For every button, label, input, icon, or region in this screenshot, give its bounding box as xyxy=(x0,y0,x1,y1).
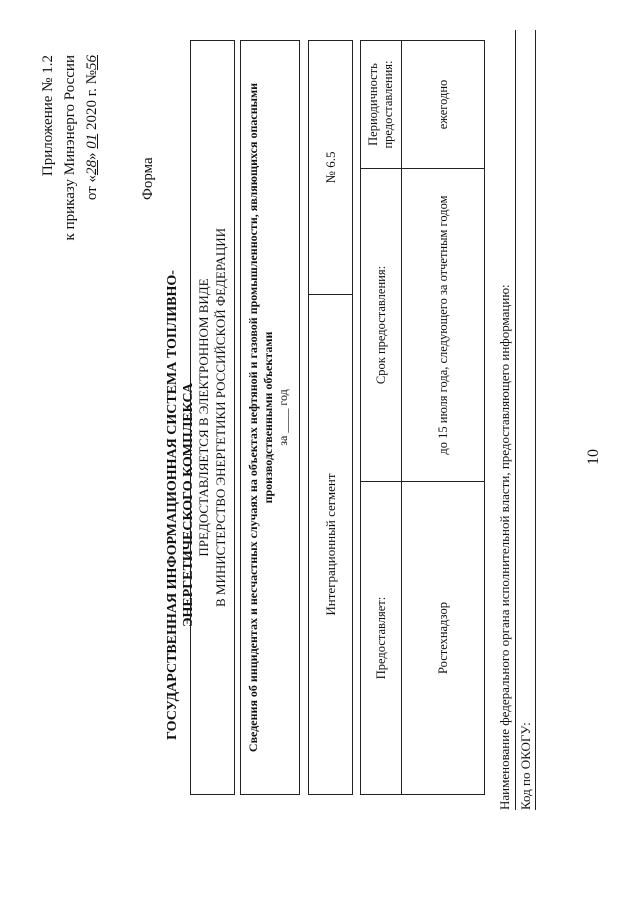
form-label: Форма xyxy=(140,157,156,200)
report-period xyxy=(276,41,291,794)
submission-line-1: ПРЕДОСТАВЛЯЕТСЯ В ЭЛЕКТРОННОМ ВИДЕ xyxy=(196,278,211,557)
period-prefix: за xyxy=(276,435,290,446)
cell-provider: Ростехнадзор xyxy=(402,482,485,795)
report-title-line-1: Сведения об инцидентах и несчастных случаях на объектах нефтяной и газовой промышленности, являющихся опасными xyxy=(246,82,260,753)
footer-divider-1 xyxy=(515,30,516,810)
table-header-row xyxy=(361,41,402,795)
period-blank: ____ xyxy=(276,408,290,433)
cell-deadline: до 15 июля года, следующего за отчетным годом xyxy=(402,169,485,482)
submission-box xyxy=(190,40,235,795)
page-number: 10 xyxy=(585,449,602,465)
footer-divider-2 xyxy=(535,30,536,810)
appendix-year: 2020 г. № xyxy=(84,70,100,134)
appendix-line-2: к приказу Минэнерго России xyxy=(62,55,78,241)
appendix-month: 01 xyxy=(84,133,100,149)
appendix-day: 28 xyxy=(84,160,100,176)
appendix-line-1: Приложение № 1.2 xyxy=(40,55,56,177)
appendix-date-mid: » xyxy=(84,148,100,161)
footer-okogu-label: Код по ОКОГУ: xyxy=(518,722,533,810)
header-provider: Предоставляет: xyxy=(361,482,402,795)
appendix-order-number: 56 xyxy=(84,55,100,70)
segment-box xyxy=(308,40,353,795)
segment-number: № 6.5 xyxy=(322,151,338,184)
header-deadline: Срок предоставления: xyxy=(361,169,402,482)
cell-periodicity: ежегодно xyxy=(402,41,485,169)
integration-segment-label: Интеграционный сегмент xyxy=(309,294,352,794)
header-periodicity: Периодичность предоставления: xyxy=(361,41,402,169)
main-title: ГОСУДАРСТВЕННАЯ ИНФОРМАЦИОННАЯ СИСТЕМА ТОПЛИВНО-ЭНЕРГЕТИЧЕСКОГО КОМПЛЕКСА xyxy=(165,270,196,740)
footer-authority-label: Наименование федерального органа исполнительной власти, предоставляющего информацию: xyxy=(497,284,512,810)
appendix-line-3 xyxy=(84,55,101,275)
submission-info-table xyxy=(360,40,485,795)
period-suffix: год xyxy=(276,389,290,406)
appendix-date-prefix: от « xyxy=(84,175,100,201)
submission-line-2: В МИНИСТЕРСТВО ЭНЕРГЕТИКИ РОССИЙСКОЙ ФЕДЕРАЦИИ xyxy=(213,228,228,607)
table-row xyxy=(402,41,485,795)
report-title-box xyxy=(240,40,300,795)
report-title-line-2: производственными объектами xyxy=(261,331,275,504)
